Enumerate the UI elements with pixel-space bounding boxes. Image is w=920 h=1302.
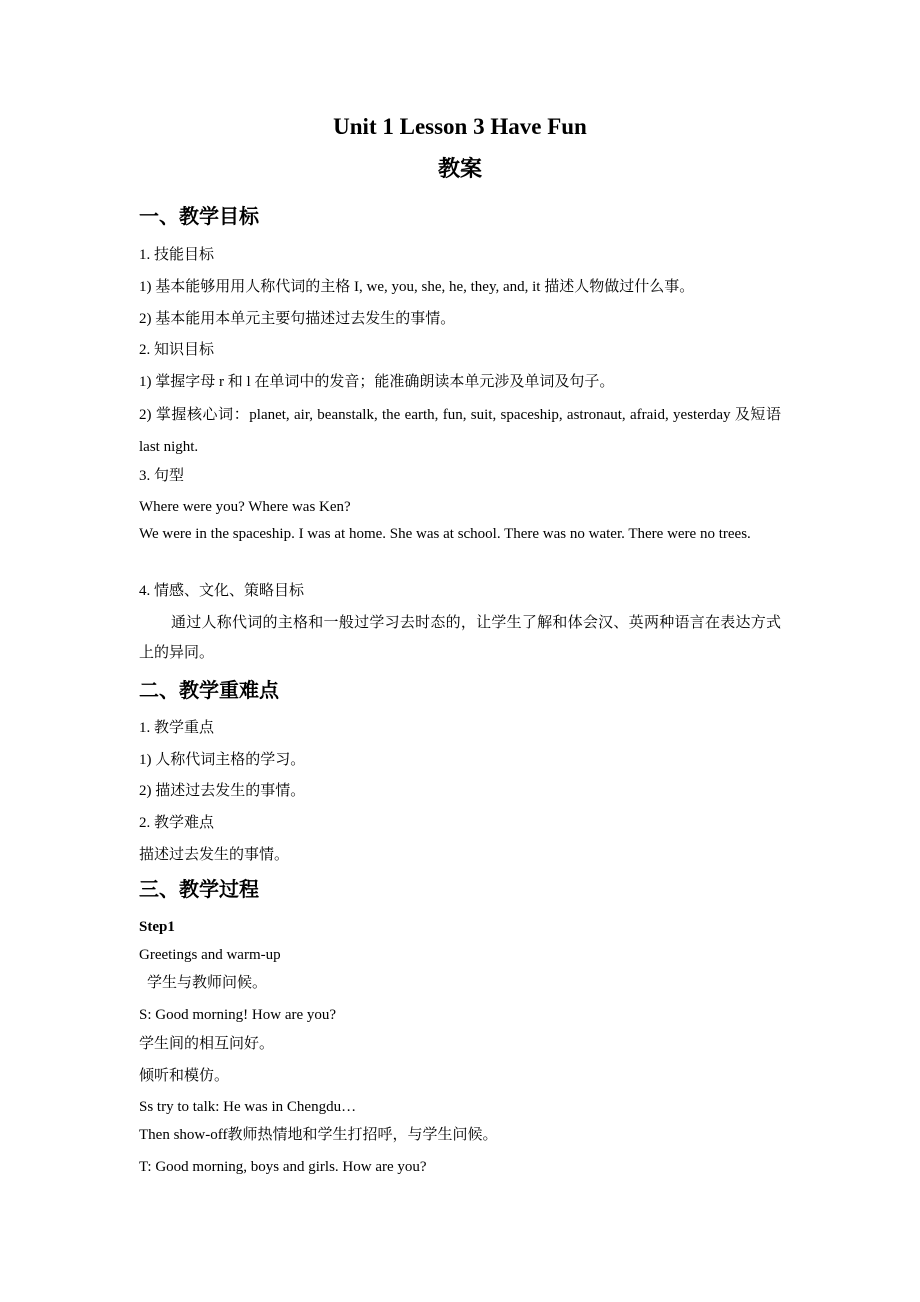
paragraph: 1) 人称代词主格的学习。 (139, 752, 306, 768)
paragraph: 描述过去发生的事情。 (139, 847, 290, 863)
paragraph: 2) 掌握核心词：planet, air, beanstalk, the earth, fun, suit, spaceship, astronaut, afraid, yesterday 及短语 last night. (139, 407, 781, 455)
section-heading-objectives: 一、教学目标 (139, 204, 259, 228)
paragraph: Ss try to talk: He was in Chengdu… (139, 1099, 357, 1115)
step-label: Step1 (139, 919, 175, 935)
section-heading-process: 三、教学过程 (139, 877, 259, 901)
document-title: Unit 1 Lesson 3 Have Fun (333, 114, 587, 139)
paragraph: 1. 技能目标 (139, 247, 215, 263)
paragraph: 学生与教师问候。 (147, 975, 268, 991)
paragraph: We were in the spaceship. I was at home. She was at school. There was no water. There were no trees. (139, 526, 751, 542)
section-heading-key-points: 二、教学重难点 (139, 678, 279, 702)
paragraph: 2) 基本能用本单元主要句描述过去发生的事情。 (139, 311, 456, 327)
paragraph: 3. 句型 (139, 468, 185, 484)
paragraph: T: Good morning, boys and girls. How are you? (139, 1159, 427, 1175)
paragraph: 学生间的相互问好。 (139, 1036, 275, 1052)
paragraph: S: Good morning! How are you? (139, 1007, 337, 1023)
paragraph: 通过人称代词的主格和一般过学习去时态的，让学生了解和体会汉、英两种语言在表达方式上的异同。 (139, 615, 781, 661)
paragraph: 倾听和模仿。 (139, 1068, 230, 1084)
paragraph: 2) 描述过去发生的事情。 (139, 783, 306, 799)
document-subtitle: 教案 (437, 157, 482, 182)
paragraph: 1. 教学重点 (139, 720, 215, 736)
paragraph: 1) 掌握字母 r 和 l 在单词中的发音；能准确朗读本单元涉及单词及句子。 (139, 374, 615, 390)
paragraph: Where were you? Where was Ken? (139, 499, 351, 515)
paragraph: 4. 情感、文化、策略目标 (139, 583, 305, 599)
paragraph: 2. 知识目标 (139, 342, 215, 358)
paragraph: Then show-off教师热情地和学生打招呼，与学生问候。 (139, 1127, 498, 1143)
paragraph: Greetings and warm-up (139, 947, 281, 963)
paragraph: 2. 教学难点 (139, 815, 215, 831)
paragraph: 1) 基本能够用用人称代词的主格 I, we, you, she, he, they, and, it 描述人物做过什么事。 (139, 279, 695, 295)
